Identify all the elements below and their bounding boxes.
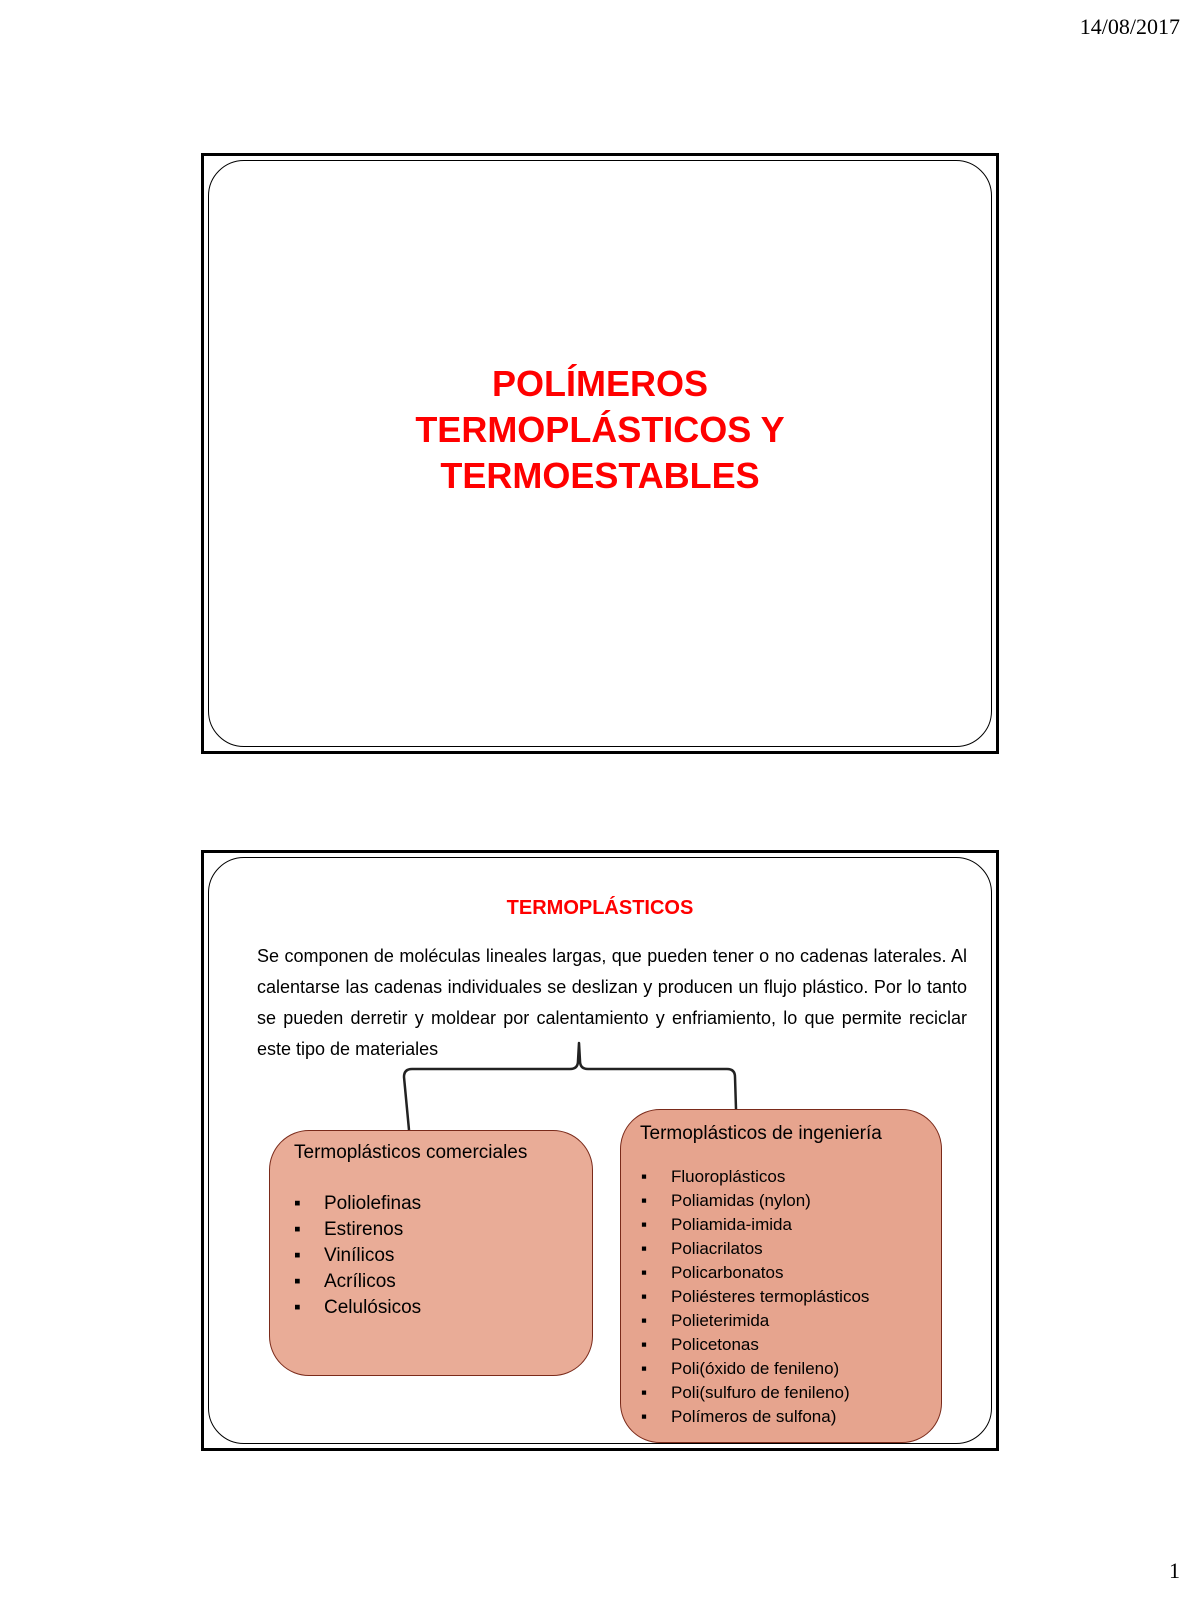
bullet-icon: ▪ [641, 1407, 648, 1426]
title-line-1: POLÍMEROS [491, 363, 709, 404]
slide-thermoplastics [201, 850, 999, 1451]
bullet-icon: ▪ [641, 1335, 648, 1354]
bullet-icon: ▪ [294, 1219, 301, 1240]
commercial-box-title: Termoplásticos comerciales [294, 1142, 528, 1163]
list-item: ▪ Poliacrilatos [641, 1237, 869, 1261]
list-item: ▪ Acrílicos [294, 1269, 421, 1295]
title-line-3: TERMOESTABLES [440, 455, 760, 496]
list-item: ▪ Fluoroplásticos [641, 1165, 869, 1189]
bullet-icon: ▪ [641, 1359, 648, 1378]
list-item: ▪ Policetonas [641, 1333, 869, 1357]
slide-title [201, 153, 999, 754]
bullet-icon: ▪ [641, 1311, 648, 1330]
bullet-icon: ▪ [641, 1191, 648, 1210]
list-item: ▪ Poliésteres termoplásticos [641, 1285, 869, 1309]
bullet-icon: ▪ [641, 1263, 648, 1282]
title-line-2: TERMOPLÁSTICOS Y [415, 409, 785, 450]
list-item: ▪ Vinílicos [294, 1243, 421, 1269]
list-item: ▪ Poliamida-imida [641, 1213, 869, 1237]
bullet-icon: ▪ [641, 1383, 648, 1402]
curly-brace-connector [204, 853, 1002, 1454]
list-item: ▪ Polímeros de sulfona) [641, 1405, 869, 1429]
list-item: ▪ Policarbonatos [641, 1261, 869, 1285]
section-heading: TERMOPLÁSTICOS [506, 897, 694, 919]
list-item: ▪ Poli(sulfuro de fenileno) [641, 1381, 869, 1405]
list-item: ▪ Celulósicos [294, 1295, 421, 1321]
list-item: ▪ Poliolefinas [294, 1191, 421, 1217]
bullet-icon: ▪ [294, 1245, 301, 1266]
bullet-icon: ▪ [641, 1215, 648, 1234]
bullet-icon: ▪ [294, 1193, 301, 1214]
bullet-icon: ▪ [641, 1239, 648, 1258]
list-item: ▪ Poli(óxido de fenileno) [641, 1357, 869, 1381]
list-item: ▪ Polieterimida [641, 1309, 869, 1333]
main-title [204, 361, 996, 499]
bullet-icon: ▪ [641, 1167, 648, 1186]
bullet-icon: ▪ [294, 1297, 301, 1318]
bullet-icon: ▪ [294, 1271, 301, 1292]
page-date: 14/08/2017 [1079, 14, 1180, 39]
list-item: ▪ Estirenos [294, 1217, 421, 1243]
page-number: 1 [1169, 1558, 1180, 1583]
description-paragraph: Se componen de moléculas lineales largas, que pueden tener o no cadenas laterales. Al calentarse las cadenas individuales se deslizan y producen un flujo plástico. Por lo tanto se pueden derretir y moldear por calentamiento y enfriamiento, lo que permite reciclar este tipo de materiales [257, 946, 967, 1059]
bullet-icon: ▪ [641, 1287, 648, 1306]
list-item: ▪ Poliamidas (nylon) [641, 1189, 869, 1213]
engineering-box-title: Termoplásticos de ingeniería [640, 1123, 882, 1144]
